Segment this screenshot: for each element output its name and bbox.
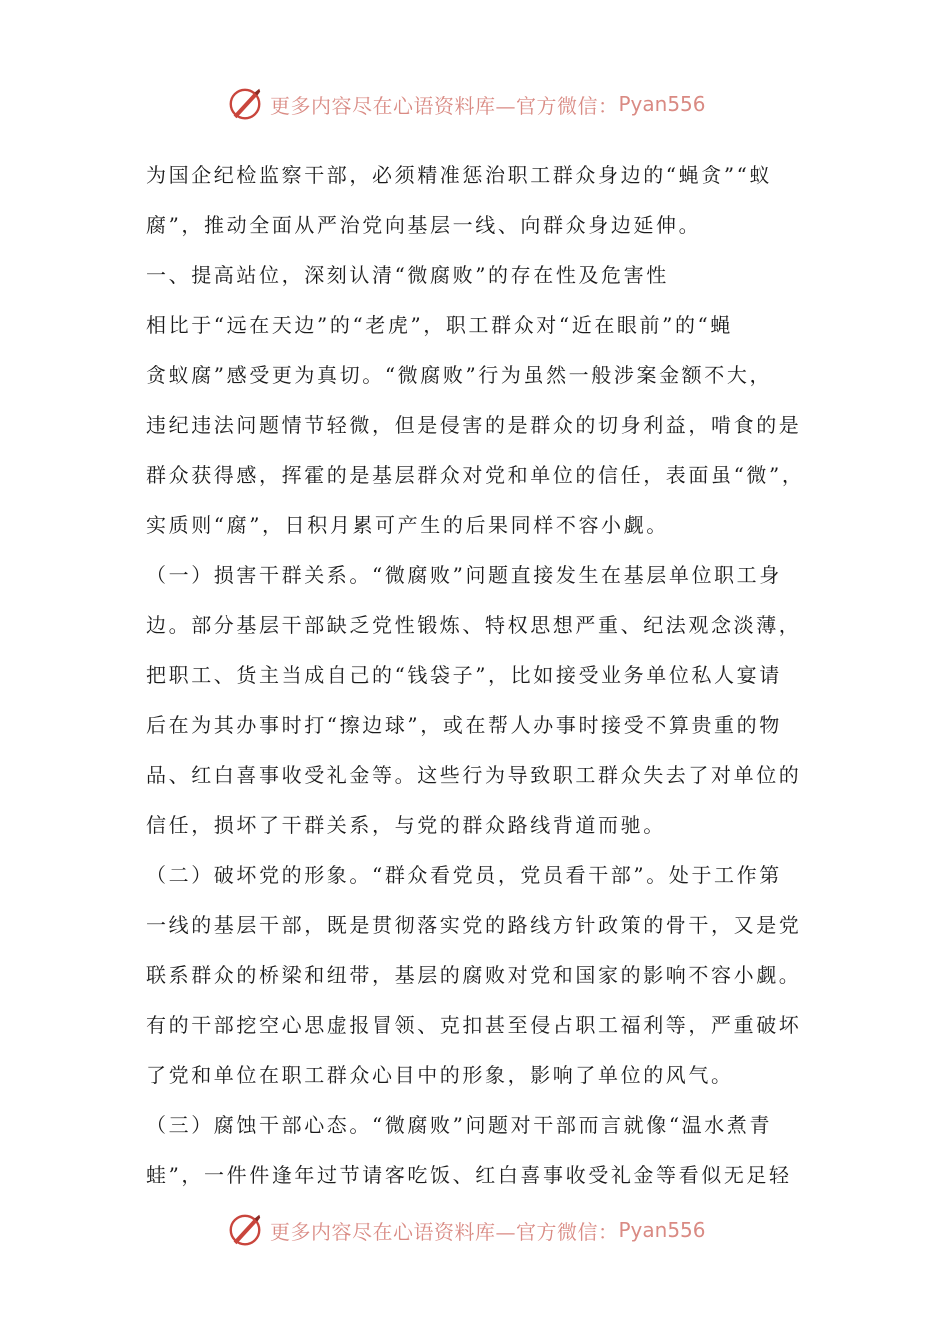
watermark-text: 更多内容尽在心语资料库—官方微信： bbox=[270, 93, 619, 118]
text-line: 信任，损坏了干群关系，与党的群众路线背道而驰。 bbox=[146, 813, 666, 837]
document-body bbox=[146, 150, 826, 1200]
header-watermark bbox=[226, 84, 706, 124]
text-line: 相比于“远在天边”的“老虎”，职工群众对“近在眼前”的“蝇 bbox=[146, 313, 733, 337]
text-line: 贪蚁腐”感受更为真切。“微腐败”行为虽然一般涉案金额不大， bbox=[146, 363, 773, 387]
text-line: 后在为其办事时打“擦边球”，或在帮人办事时接受不算贵重的物 bbox=[146, 713, 782, 737]
text-line: 把职工、货主当成自己的“钱袋子”，比如接受业务单位私人宴请 bbox=[146, 663, 782, 687]
watermark-text: 更多内容尽在心语资料库—官方微信： bbox=[270, 1219, 619, 1244]
text-line: 一线的基层干部，既是贯彻落实党的路线方针政策的骨干，又是党 bbox=[146, 913, 802, 937]
footer-watermark bbox=[226, 1210, 706, 1250]
text-line: 违纪违法问题情节轻微，但是侵害的是群众的切身利益，啃食的是 bbox=[146, 413, 802, 437]
watermark-wechat-id: Pyan556 bbox=[618, 1218, 706, 1242]
text-line: 为国企纪检监察干部，必须精准惩治职工群众身边的“蝇贪”“蚁 bbox=[146, 163, 773, 187]
text-line: 蛙”，一件件逢年过节请客吃饭、红白喜事收受礼金等看似无足轻 bbox=[146, 1163, 792, 1187]
text-line: 实质则“腐”，日积月累可产生的后果同样不容小觑。 bbox=[146, 513, 669, 537]
text-line: 了党和单位在职工群众心目中的形象，影响了单位的风气。 bbox=[146, 1063, 734, 1087]
pen-logo-icon bbox=[226, 1211, 264, 1249]
text-line: 联系群众的桥梁和纽带，基层的腐败对党和国家的影响不容小觑。 bbox=[146, 963, 802, 987]
text-line: （二）破坏党的形象。“群众看党员，党员看干部”。处于工作第 bbox=[146, 863, 782, 887]
text-line: （一）损害干群关系。“微腐败”问题直接发生在基层单位职工身 bbox=[146, 563, 782, 587]
section-heading: 一、提高站位，深刻认清“微腐败”的存在性及危害性 bbox=[146, 263, 669, 287]
text-line: （三）腐蚀干部心态。“微腐败”问题对干部而言就像“温水煮青 bbox=[146, 1113, 773, 1137]
text-line: 群众获得感，挥霍的是基层群众对党和单位的信任，表面虽“微”， bbox=[146, 463, 805, 487]
text-line: 边。部分基层干部缺乏党性锻炼、特权思想严重、纪法观念淡薄， bbox=[146, 613, 802, 637]
text-line: 有的干部挖空心思虚报冒领、克扣甚至侵占职工福利等，严重破坏 bbox=[146, 1013, 802, 1037]
text-line: 品、红白喜事收受礼金等。这些行为导致职工群众失去了对单位的 bbox=[146, 763, 802, 787]
watermark-wechat-id: Pyan556 bbox=[618, 92, 706, 116]
pen-logo-icon bbox=[226, 85, 264, 123]
text-line: 腐”，推动全面从严治党向基层一线、向群众身边延伸。 bbox=[146, 213, 702, 237]
